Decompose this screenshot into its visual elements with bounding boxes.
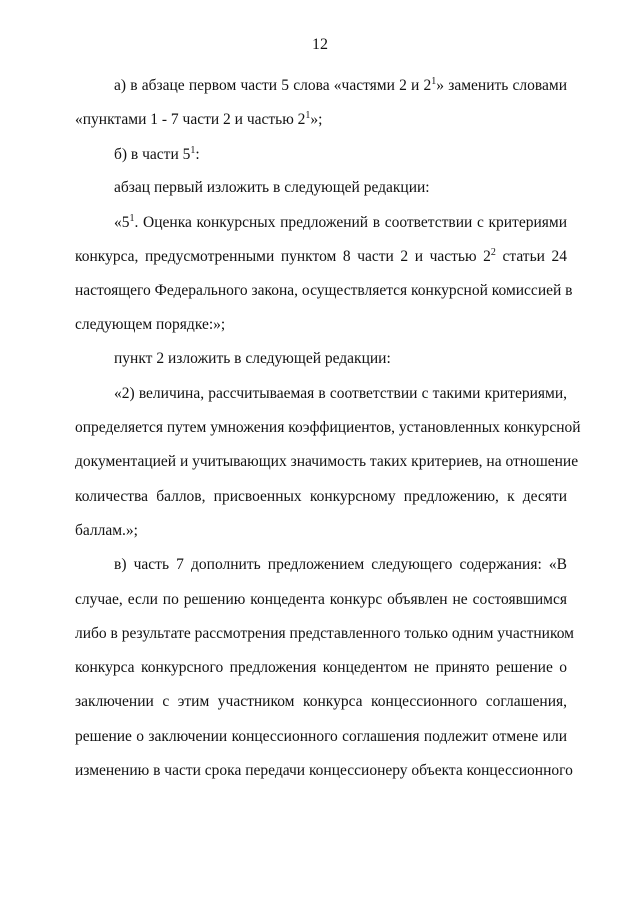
text-line: в) часть 7 дополнить предложением следующего содержания: «В — [114, 556, 567, 573]
text-line — [75, 110, 567, 130]
text-segment: статьи 24 — [495, 248, 567, 265]
text-line: заключении с этим участником конкурса концессионного соглашения, — [75, 693, 567, 710]
text-segment: б) в части 5 — [114, 146, 191, 163]
superscript: 1 — [129, 212, 135, 224]
text-line — [114, 76, 567, 96]
text-segment: «пунктами 1 - 7 части 2 и частью 2 — [75, 111, 306, 128]
text-line: абзац первый изложить в следующей редакции: — [114, 179, 430, 196]
text-segment: «5 — [114, 214, 130, 231]
superscript: 1 — [431, 75, 437, 87]
superscript: 1 — [190, 144, 196, 156]
superscript: 1 — [305, 109, 311, 121]
text-line: решение о заключении концессионного соглашения подлежит отмене или — [75, 728, 567, 745]
text-line: конкурса конкурсного предложения концедентом не принято решение о — [75, 659, 567, 676]
text-line: пункт 2 изложить в следующей редакции: — [114, 350, 391, 367]
text-line: документацией и учитывающих значимость таких критериев, на отношение — [75, 453, 579, 470]
text-line — [114, 145, 567, 165]
text-segment: : — [195, 146, 200, 163]
text-segment: конкурса, предусмотренными пунктом 8 части 2 и частью 2 — [75, 248, 491, 265]
text-line: «2) величина, рассчитываемая в соответствии с такими критериями, — [114, 385, 567, 402]
superscript: 2 — [490, 246, 496, 258]
text-line: случае, если по решению концедента конкурс объявлен не состоявшимся — [75, 591, 567, 608]
page-number: 12 — [312, 36, 328, 53]
text-line: баллам.»; — [75, 522, 138, 539]
text-segment: »; — [310, 111, 323, 128]
text-line: настоящего Федерального закона, осуществляется конкурсной комиссией в — [75, 282, 573, 299]
text-segment: » заменить словами — [436, 77, 567, 94]
text-line: либо в результате рассмотрения представленного только одним участником — [75, 625, 574, 642]
text-segment: а) в абзаце первом части 5 слова «частями 2 и 2 — [114, 77, 432, 94]
text-line: определяется путем умножения коэффициентов, установленных конкурсной — [75, 419, 581, 436]
text-line — [75, 247, 567, 267]
text-line: изменению в части срока передачи концессионеру объекта концессионного — [75, 762, 573, 779]
text-line — [114, 213, 567, 233]
text-line: количества баллов, присвоенных конкурсному предложению, к десяти — [75, 488, 567, 505]
text-line: следующем порядке:»; — [75, 316, 226, 333]
text-segment: . Оценка конкурсных предложений в соответствии с критериями — [134, 214, 567, 231]
